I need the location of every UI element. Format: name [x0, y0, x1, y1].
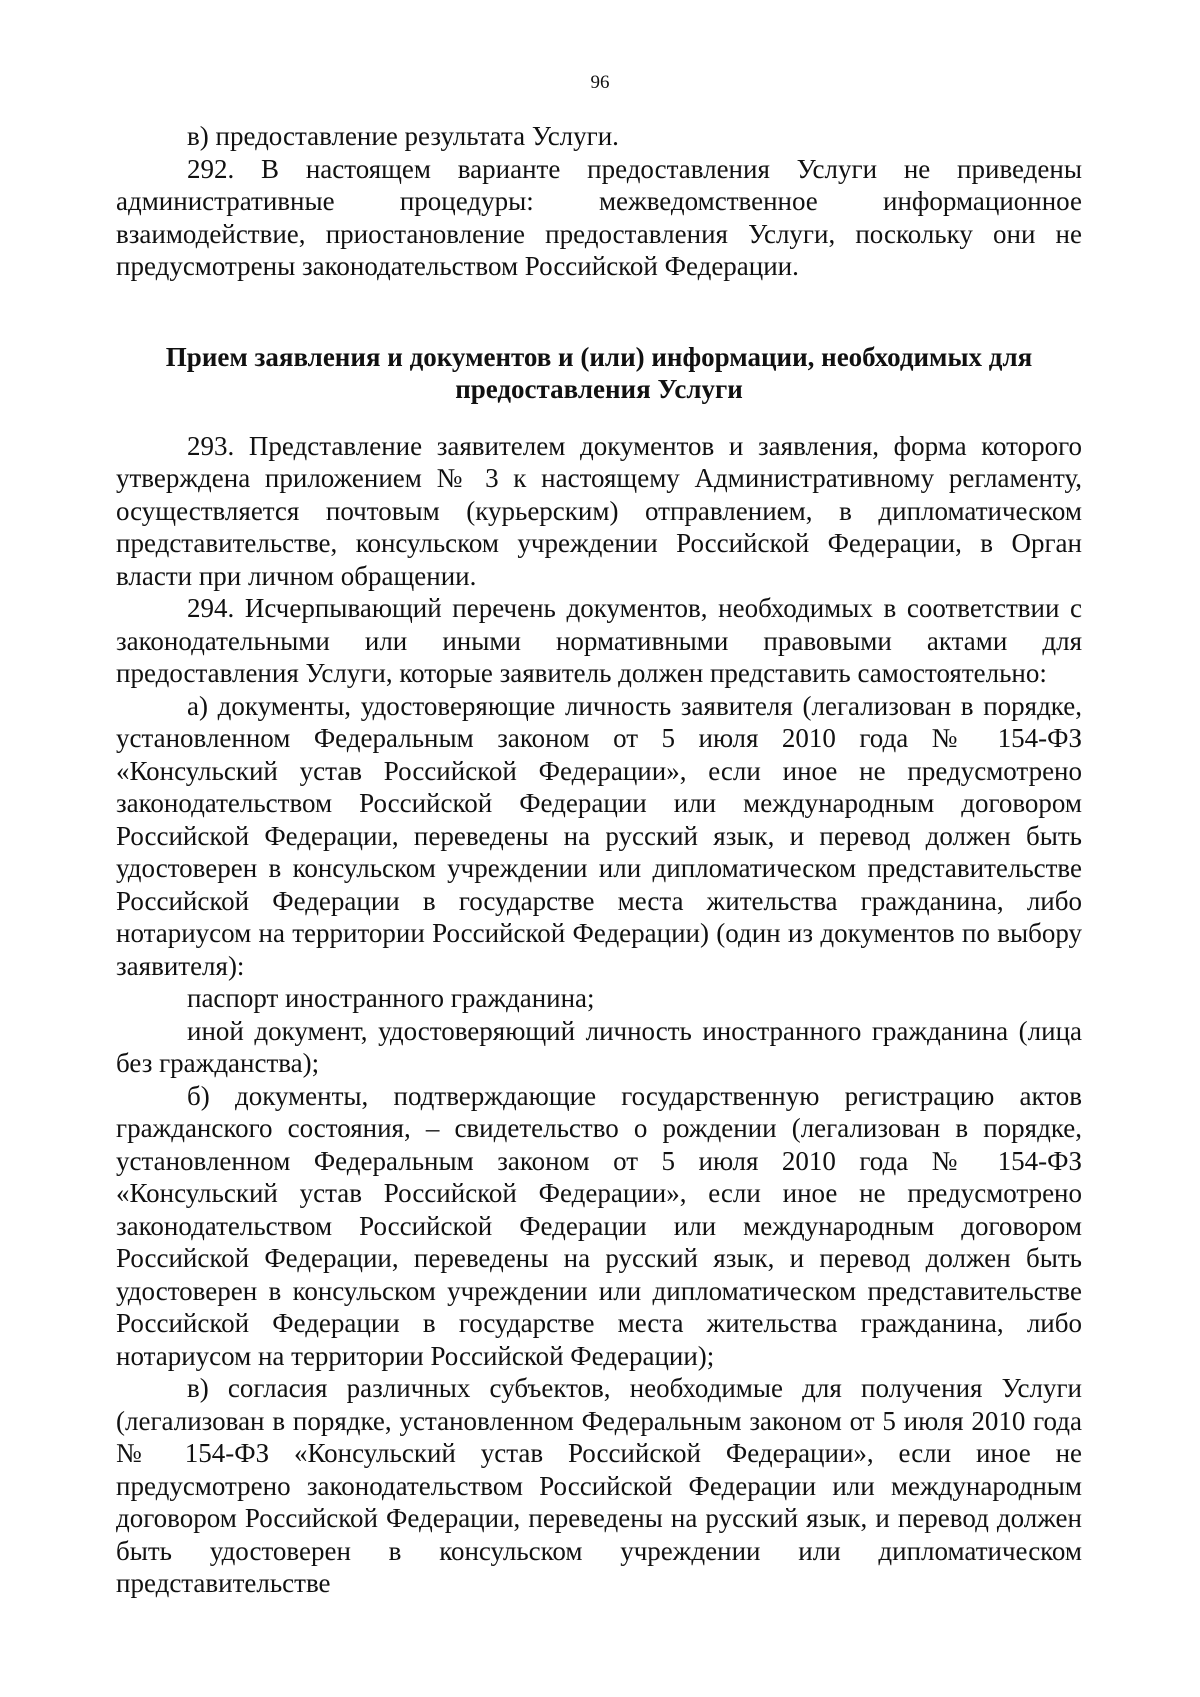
- paragraph-294: 294. Исчерпывающий перечень документов, необходимых в соответствии с законодательными или иными нормативными правовыми актами для предоставления Услуги, которые заявитель должен представить самостоятельно:: [116, 593, 1082, 688]
- paragraph-result-item: в) предоставление результата Услуги.: [187, 121, 619, 151]
- document-body: [116, 120, 1082, 1600]
- section-heading-line-2: предоставления Услуги: [455, 374, 743, 404]
- page-number: 96: [590, 72, 610, 93]
- paragraph-292: 292. В настоящем варианте предоставления Услуги не приведены административные процедуры: межведомственное информационное взаимодействие, приостановление предоставления Услуги, поскольку они не предусмотрены законодательством Российской Федерации.: [116, 153, 1082, 281]
- paragraph-other-id-document: иной документ, удостоверяющий личность иностранного гражданина (лица без гражданства);: [116, 1015, 1082, 1078]
- section-heading-line-1: Прием заявления и документов и (или) информации, необходимых для: [165, 341, 1033, 372]
- paragraph-passport: паспорт иностранного гражданина;: [187, 983, 595, 1013]
- paragraph-item-b: б) документы, подтверждающие государственную регистрацию актов гражданского состояния, – свидетельство о рождении (легализован в порядке, установленном Федеральным законом от 5 июля 2010 года № 154-ФЗ «Консульский устав Российской Федерации», если иное не предусмотрено законодательством Российской Федерации или международным договором Российской Федерации, переведены на русский язык, и перевод должен быть удостоверен в консульском учреждении или дипломатическом представительстве Российской Федерации в государстве места жительства гражданина, либо нотариусом на территории Российской Федерации);: [116, 1080, 1082, 1371]
- paragraph-293: 293. Представление заявителем документов и заявления, форма которого утверждена приложением № 3 к настоящему Административному регламенту, осуществляется почтовым (курьерским) отправлением, в дипломатическом представительстве, консульском учреждении Российской Федерации, в Орган власти при личном обращении.: [116, 430, 1082, 591]
- paragraph-item-a: а) документы, удостоверяющие личность заявителя (легализован в порядке, установленном Федеральным законом от 5 июля 2010 года № 154-ФЗ «Консульский устав Российской Федерации», если иное не предусмотрено законодательством Российской Федерации или международным договором Российской Федерации, переведены на русский язык, и перевод должен быть удостоверен в консульском учреждении или дипломатическом представительстве Российской Федерации в государстве места жительства гражданина, либо нотариусом на территории Российской Федерации) (один из документов по выбору заявителя):: [116, 690, 1082, 981]
- paragraph-item-v: в) согласия различных субъектов, необходимые для получения Услуги (легализован в порядке, установленном Федеральным законом от 5 июля 2010 года № 154-ФЗ «Консульский устав Российской Федерации», если иное не предусмотрено законодательством Российской Федерации или международным договором Российской Федерации, переведены на русский язык, и перевод должен быть удостоверен в консульском учреждении или дипломатическом представительстве: [116, 1373, 1082, 1598]
- section-heading: [116, 341, 1082, 406]
